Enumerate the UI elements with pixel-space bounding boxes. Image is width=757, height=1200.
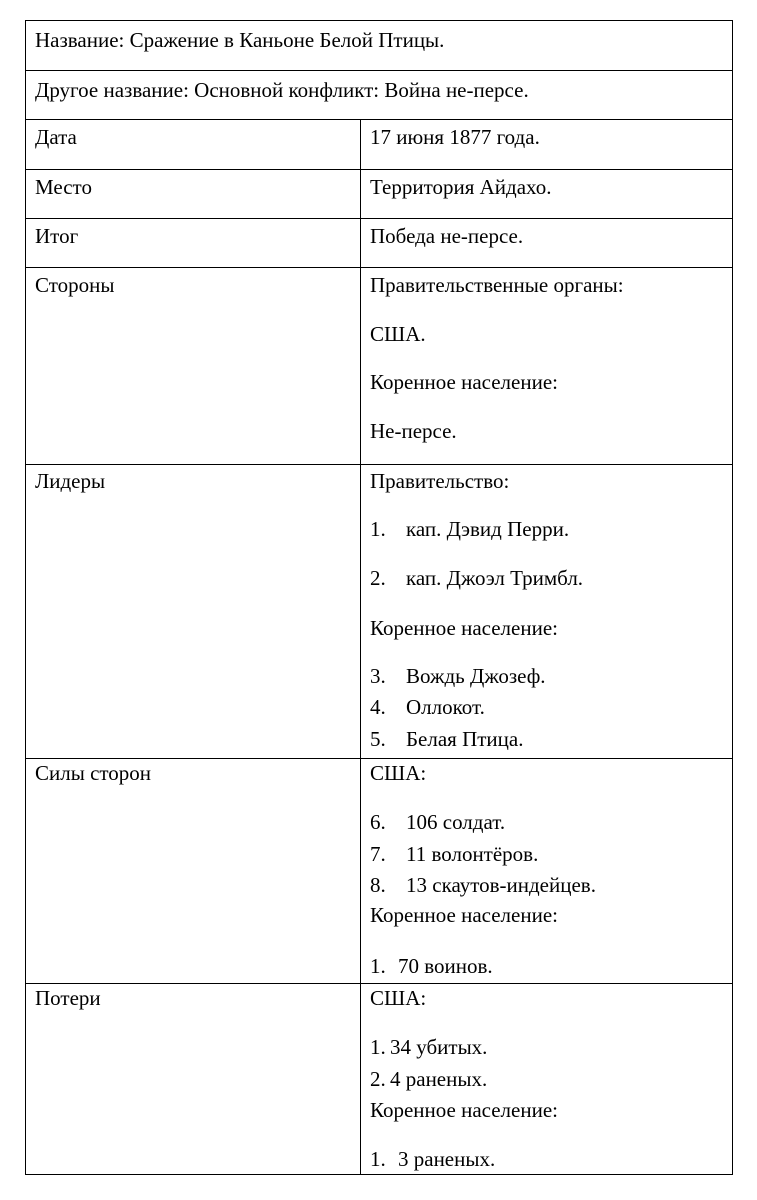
name-text: Название: Сражение в Каньоне Белой Птицы. bbox=[35, 28, 445, 52]
list-item-number: 7. bbox=[370, 842, 386, 866]
leaders-label: Лидеры bbox=[35, 469, 106, 493]
forces-us-heading: США: bbox=[370, 761, 427, 785]
table-row-sides bbox=[25, 267, 733, 465]
date-label: Дата bbox=[35, 125, 77, 149]
table-row-leaders bbox=[25, 464, 733, 759]
list-item-number: 8. bbox=[370, 873, 386, 897]
result-value-cell bbox=[361, 219, 732, 267]
list-item: Белая Птица. bbox=[406, 727, 524, 751]
result-label-cell bbox=[26, 219, 361, 267]
place-value-cell bbox=[361, 170, 732, 218]
list-item-number: 2. bbox=[370, 566, 386, 590]
list-item: Оллокот. bbox=[406, 695, 485, 719]
list-item: кап. Дэвид Перри. bbox=[406, 517, 570, 541]
losses-native-heading: Коренное население: bbox=[370, 1098, 558, 1122]
sides-line: Не-персе. bbox=[370, 419, 457, 443]
table-row-result bbox=[25, 218, 733, 268]
sides-label: Стороны bbox=[35, 273, 115, 297]
sides-line: Коренное население: bbox=[370, 370, 558, 394]
leaders-label-cell bbox=[26, 465, 361, 758]
leaders-value-cell bbox=[361, 465, 732, 758]
sides-value-cell bbox=[361, 268, 732, 464]
losses-value-cell bbox=[361, 984, 732, 1174]
list-item: 4 раненых. bbox=[390, 1067, 488, 1091]
alt-name-text: Другое название: Основной конфликт: Война не-персе. bbox=[35, 78, 529, 102]
list-item: 3 раненых. bbox=[398, 1147, 496, 1171]
date-value: 17 июня 1877 года. bbox=[370, 125, 540, 149]
table-row-name bbox=[25, 20, 733, 71]
place-label-cell bbox=[26, 170, 361, 218]
list-item-number: 1. bbox=[370, 1147, 386, 1171]
table-row-place bbox=[25, 169, 733, 219]
list-item: кап. Джоэл Тримбл. bbox=[406, 566, 584, 590]
list-item-number: 4. bbox=[370, 695, 386, 719]
date-label-cell bbox=[26, 120, 361, 169]
list-item-number: 6. bbox=[370, 810, 386, 834]
leaders-native-heading: Коренное население: bbox=[370, 616, 558, 640]
list-item-number: 1. bbox=[370, 1035, 386, 1059]
result-label: Итог bbox=[35, 224, 79, 248]
table-row-forces bbox=[25, 758, 733, 984]
forces-label-cell bbox=[26, 759, 361, 983]
sides-line: Правительственные органы: bbox=[370, 273, 624, 297]
losses-us-heading: США: bbox=[370, 986, 427, 1010]
table-row-alt-name bbox=[25, 70, 733, 120]
place-label: Место bbox=[35, 175, 92, 199]
list-item-number: 5. bbox=[370, 727, 386, 751]
list-item: 13 скаутов-индейцев. bbox=[406, 873, 596, 897]
list-item: 11 волонтёров. bbox=[406, 842, 539, 866]
list-item-number: 2. bbox=[370, 1067, 386, 1091]
forces-label: Силы сторон bbox=[35, 761, 152, 785]
forces-value-cell bbox=[361, 759, 732, 983]
list-item: 70 воинов. bbox=[398, 954, 493, 978]
table-row-date bbox=[25, 119, 733, 170]
list-item-number: 1. bbox=[370, 517, 386, 541]
forces-native-heading: Коренное население: bbox=[370, 903, 558, 927]
losses-label-cell bbox=[26, 984, 361, 1174]
list-item-number: 3. bbox=[370, 664, 386, 688]
date-value-cell bbox=[361, 120, 732, 169]
sides-label-cell bbox=[26, 268, 361, 464]
table-row-losses bbox=[25, 983, 733, 1175]
place-value: Территория Айдахо. bbox=[370, 175, 552, 199]
result-value: Победа не-персе. bbox=[370, 224, 524, 248]
list-item: 106 солдат. bbox=[406, 810, 506, 834]
list-item-number: 1. bbox=[370, 954, 386, 978]
sides-line: США. bbox=[370, 322, 426, 346]
list-item: 34 убитых. bbox=[390, 1035, 488, 1059]
leaders-gov-heading: Правительство: bbox=[370, 469, 510, 493]
list-item: Вождь Джозеф. bbox=[406, 664, 546, 688]
losses-label: Потери bbox=[35, 986, 101, 1010]
